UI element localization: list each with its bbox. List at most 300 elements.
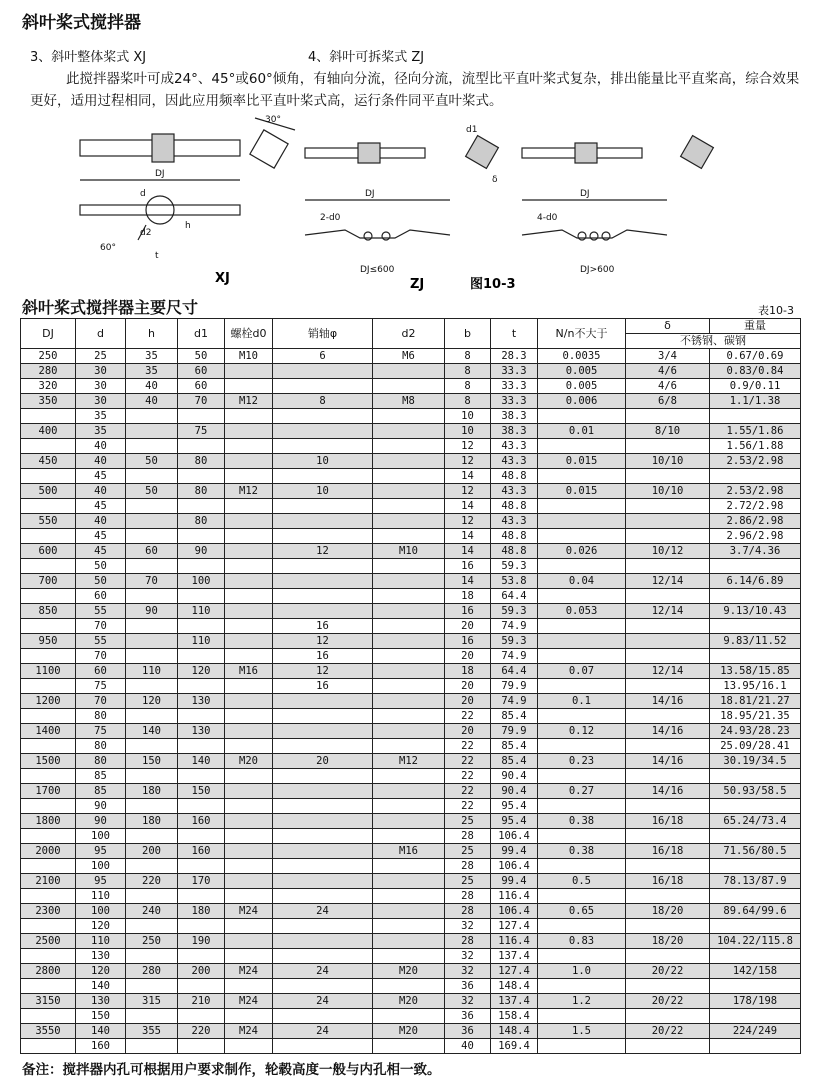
table-cell xyxy=(225,814,273,829)
table-cell: 12/14 xyxy=(626,604,710,619)
table-row xyxy=(21,409,801,424)
table-row xyxy=(21,904,801,919)
table-cell xyxy=(273,889,373,904)
footnote: 备注：搅拌器内孔可根据用户要求制作，轮毂高度一般与内孔相一致。 xyxy=(22,1062,441,1078)
table-cell xyxy=(273,919,373,934)
table-cell: 30 xyxy=(76,364,126,379)
table-cell xyxy=(178,619,225,634)
table-cell: M12 xyxy=(225,484,273,499)
table-cell: 71.56/80.5 xyxy=(710,844,801,859)
fig-dj-zj1: DJ xyxy=(365,189,375,199)
table-cell: 14 xyxy=(445,544,491,559)
table-cell: 85.4 xyxy=(491,739,538,754)
table-cell xyxy=(178,589,225,604)
table-cell: 0.01 xyxy=(538,424,626,439)
table-cell: 50 xyxy=(126,454,178,469)
table-cell xyxy=(21,589,76,604)
table-cell xyxy=(225,559,273,574)
table-row xyxy=(21,739,801,754)
table-cell: 0.23 xyxy=(538,754,626,769)
table-cell xyxy=(273,829,373,844)
table-cell: 110 xyxy=(76,889,126,904)
table-cell: 0.07 xyxy=(538,664,626,679)
table-cell: 400 xyxy=(21,424,76,439)
table-row xyxy=(21,649,801,664)
table-cell: 0.1 xyxy=(538,694,626,709)
table-cell xyxy=(273,469,373,484)
table-cell xyxy=(178,859,225,874)
table-cell: 0.053 xyxy=(538,604,626,619)
table-cell xyxy=(225,424,273,439)
table-cell: 140 xyxy=(178,754,225,769)
table-cell xyxy=(225,499,273,514)
col-d2: d2 xyxy=(373,319,445,349)
table-cell xyxy=(373,649,445,664)
table-cell: 16 xyxy=(445,634,491,649)
table-cell: 1.2 xyxy=(538,994,626,1009)
table-cell: 60 xyxy=(76,664,126,679)
table-cell: 53.8 xyxy=(491,574,538,589)
table-cell xyxy=(626,739,710,754)
table-cell xyxy=(273,409,373,424)
table-cell xyxy=(126,709,178,724)
table-cell xyxy=(21,739,76,754)
table-cell: 0.006 xyxy=(538,394,626,409)
table-cell xyxy=(710,619,801,634)
table-cell xyxy=(126,529,178,544)
table-cell xyxy=(178,949,225,964)
table-cell: 33.3 xyxy=(491,364,538,379)
table-cell: 90 xyxy=(76,799,126,814)
table-row xyxy=(21,874,801,889)
table-cell xyxy=(21,709,76,724)
table-cell xyxy=(225,604,273,619)
table-cell xyxy=(273,604,373,619)
table-cell xyxy=(626,514,710,529)
table-cell: 95 xyxy=(76,844,126,859)
table-cell: 0.9/0.11 xyxy=(710,379,801,394)
table-cell xyxy=(626,409,710,424)
table-cell: 18/20 xyxy=(626,934,710,949)
table-cell xyxy=(538,859,626,874)
fig-t-label: t xyxy=(155,251,159,261)
table-cell xyxy=(626,469,710,484)
table-cell xyxy=(538,559,626,574)
col-weight: 重量 xyxy=(710,319,801,334)
table-cell xyxy=(273,439,373,454)
table-cell: 160 xyxy=(178,814,225,829)
table-cell xyxy=(626,919,710,934)
table-cell: 500 xyxy=(21,484,76,499)
table-cell: 35 xyxy=(76,424,126,439)
table-cell: 137.4 xyxy=(491,949,538,964)
table-row xyxy=(21,499,801,514)
table-row xyxy=(21,559,801,574)
table-cell xyxy=(225,694,273,709)
table-cell xyxy=(710,799,801,814)
table-cell xyxy=(710,409,801,424)
table-row xyxy=(21,859,801,874)
table-cell: 28 xyxy=(445,934,491,949)
table-cell xyxy=(273,589,373,604)
intro-paragraph: 此搅拌器桨叶可成24°、45°或60°倾角，有轴向分流，径向分流，流型比平直叶桨式复杂，排出能量比平直桨高，综合效果更好，适用过程相同，因此应用频率比平直叶桨式高，运行条件同平直叶桨式。 xyxy=(30,71,800,109)
table-cell xyxy=(225,784,273,799)
table-row xyxy=(21,664,801,679)
table-cell: M10 xyxy=(373,544,445,559)
table-row xyxy=(21,454,801,469)
table-cell: 22 xyxy=(445,784,491,799)
fig-caption: 图10-3 xyxy=(470,277,516,292)
table-row xyxy=(21,754,801,769)
table-cell xyxy=(126,889,178,904)
fig-delta-label: δ xyxy=(492,175,498,185)
table-cell xyxy=(225,634,273,649)
table-cell xyxy=(126,649,178,664)
table-cell: 64.4 xyxy=(491,589,538,604)
table-cell: 32 xyxy=(445,964,491,979)
subtitle-xj: 3、斜叶整体桨式 XJ xyxy=(30,50,147,65)
table-cell: 0.12 xyxy=(538,724,626,739)
table-cell xyxy=(225,799,273,814)
table-cell: 75 xyxy=(178,424,225,439)
table-cell: 140 xyxy=(76,979,126,994)
table-row xyxy=(21,889,801,904)
table-cell xyxy=(126,559,178,574)
table-cell: 110 xyxy=(178,604,225,619)
fig-dj-gt-label: DJ>600 xyxy=(580,265,615,275)
table-cell: 25.09/28.41 xyxy=(710,739,801,754)
table-cell: 106.4 xyxy=(491,829,538,844)
table-cell: 170 xyxy=(178,874,225,889)
table-cell xyxy=(21,649,76,664)
table-cell: 250 xyxy=(126,934,178,949)
table-cell xyxy=(178,469,225,484)
table-cell: 10 xyxy=(273,454,373,469)
table-cell xyxy=(178,1009,225,1024)
table-cell xyxy=(225,574,273,589)
table-cell xyxy=(273,559,373,574)
table-cell xyxy=(626,829,710,844)
table-cell xyxy=(21,979,76,994)
table-cell: 18.81/21.27 xyxy=(710,694,801,709)
table-cell xyxy=(126,1009,178,1024)
table-cell: 99.4 xyxy=(491,844,538,859)
table-cell xyxy=(373,604,445,619)
table-cell: 0.015 xyxy=(538,484,626,499)
table-cell xyxy=(538,469,626,484)
col-pin: 销轴φ xyxy=(273,319,373,349)
table-cell xyxy=(710,1039,801,1054)
table-cell: 25 xyxy=(445,844,491,859)
table-cell: 1.1/1.38 xyxy=(710,394,801,409)
table-cell xyxy=(178,799,225,814)
table-cell xyxy=(538,889,626,904)
table-cell: 148.4 xyxy=(491,1024,538,1039)
table-cell xyxy=(538,919,626,934)
table-cell: M24 xyxy=(225,964,273,979)
table-cell: 33.3 xyxy=(491,379,538,394)
table-row xyxy=(21,694,801,709)
table-cell: 95.4 xyxy=(491,799,538,814)
fig-label-zj: ZJ xyxy=(410,277,425,292)
table-cell: 48.8 xyxy=(491,529,538,544)
table-cell xyxy=(21,529,76,544)
table-cell: 0.005 xyxy=(538,379,626,394)
table-cell: 3/4 xyxy=(626,349,710,364)
table-cell: 13.95/16.1 xyxy=(710,679,801,694)
table-cell xyxy=(225,949,273,964)
table-cell xyxy=(225,619,273,634)
table-cell xyxy=(178,739,225,754)
table-cell xyxy=(225,454,273,469)
table-cell xyxy=(626,1009,710,1024)
table-cell: 85 xyxy=(76,784,126,799)
table-cell: 40 xyxy=(76,454,126,469)
table-cell: 74.9 xyxy=(491,694,538,709)
table-cell: 22 xyxy=(445,754,491,769)
table-cell: 80 xyxy=(178,454,225,469)
table-cell: 55 xyxy=(76,634,126,649)
table-cell xyxy=(126,979,178,994)
table-cell: 50 xyxy=(126,484,178,499)
table-row xyxy=(21,574,801,589)
table-cell: 4/6 xyxy=(626,364,710,379)
table-cell xyxy=(21,409,76,424)
table-row xyxy=(21,949,801,964)
col-h: h xyxy=(126,319,178,349)
table-cell xyxy=(21,919,76,934)
table-row xyxy=(21,829,801,844)
table-cell xyxy=(373,889,445,904)
table-cell: 40 xyxy=(76,439,126,454)
table-cell: 1700 xyxy=(21,784,76,799)
table-cell: 45 xyxy=(76,544,126,559)
table-cell xyxy=(126,799,178,814)
fig-h-label: h xyxy=(185,221,191,231)
table-cell xyxy=(273,859,373,874)
table-cell xyxy=(538,499,626,514)
table-cell: 50 xyxy=(178,349,225,364)
table-cell xyxy=(273,844,373,859)
table-cell: 200 xyxy=(178,964,225,979)
col-delta: δ xyxy=(626,319,710,334)
table-cell: 16 xyxy=(273,619,373,634)
table-cell: 43.3 xyxy=(491,514,538,529)
table-cell: 80 xyxy=(76,739,126,754)
table-cell xyxy=(273,514,373,529)
table-cell xyxy=(21,799,76,814)
table-cell: 32 xyxy=(445,994,491,1009)
table-cell xyxy=(710,979,801,994)
table-cell xyxy=(538,634,626,649)
table-cell: 130 xyxy=(76,949,126,964)
table-row xyxy=(21,469,801,484)
table-cell: 25 xyxy=(76,349,126,364)
table-cell xyxy=(273,784,373,799)
table-cell xyxy=(373,679,445,694)
table-row xyxy=(21,529,801,544)
table-cell: 6/8 xyxy=(626,394,710,409)
table-cell: 22 xyxy=(445,739,491,754)
table-row xyxy=(21,1024,801,1039)
table-cell xyxy=(273,814,373,829)
table-cell: 36 xyxy=(445,979,491,994)
table-cell: M8 xyxy=(373,394,445,409)
table-cell xyxy=(373,379,445,394)
table-cell: 32 xyxy=(445,919,491,934)
table-cell xyxy=(538,949,626,964)
table-cell xyxy=(21,559,76,574)
table-cell: 18 xyxy=(445,589,491,604)
table-cell xyxy=(373,784,445,799)
table-cell xyxy=(626,634,710,649)
table-cell xyxy=(273,694,373,709)
table-cell: 8 xyxy=(445,394,491,409)
table-cell: 160 xyxy=(178,844,225,859)
col-d: d xyxy=(76,319,126,349)
table-cell: 28 xyxy=(445,829,491,844)
table-cell: 43.3 xyxy=(491,454,538,469)
table-cell: 16 xyxy=(445,604,491,619)
table-cell: 12 xyxy=(445,454,491,469)
table-cell: 10 xyxy=(445,424,491,439)
table-cell: 12 xyxy=(273,634,373,649)
table-cell xyxy=(178,829,225,844)
table-cell xyxy=(273,529,373,544)
table-cell: 0.04 xyxy=(538,574,626,589)
table-cell: 50.93/58.5 xyxy=(710,784,801,799)
table-cell: 60 xyxy=(76,589,126,604)
table-cell: 2.53/2.98 xyxy=(710,484,801,499)
table-cell xyxy=(225,514,273,529)
table-cell: 169.4 xyxy=(491,1039,538,1054)
table-cell xyxy=(178,709,225,724)
table-cell: 25 xyxy=(445,874,491,889)
table-cell: M20 xyxy=(225,754,273,769)
table-cell xyxy=(225,934,273,949)
table-cell xyxy=(21,889,76,904)
table-cell: 22 xyxy=(445,799,491,814)
fig-angle-label: 30° xyxy=(265,115,281,125)
table-cell: 40 xyxy=(126,394,178,409)
table-cell xyxy=(373,469,445,484)
table-cell xyxy=(273,799,373,814)
table-cell: 80 xyxy=(178,514,225,529)
table-cell xyxy=(225,859,273,874)
table-cell xyxy=(273,874,373,889)
table-cell: 14/16 xyxy=(626,754,710,769)
table-cell: 130 xyxy=(76,994,126,1009)
col-weight-sub: 不锈钢、碳钢 xyxy=(626,334,801,349)
table-cell: 16/18 xyxy=(626,814,710,829)
table-cell: M6 xyxy=(373,349,445,364)
table-cell: M20 xyxy=(373,994,445,1009)
table-row xyxy=(21,484,801,499)
table-cell: 280 xyxy=(126,964,178,979)
table-row xyxy=(21,1009,801,1024)
table-cell: 38.3 xyxy=(491,424,538,439)
table-cell xyxy=(538,709,626,724)
table-cell xyxy=(126,859,178,874)
table-cell: 30 xyxy=(76,394,126,409)
table-cell: 160 xyxy=(76,1039,126,1054)
table-cell: 20/22 xyxy=(626,964,710,979)
table-cell: 180 xyxy=(126,814,178,829)
table-cell: 28 xyxy=(445,889,491,904)
table-cell xyxy=(273,949,373,964)
table-cell: 79.9 xyxy=(491,679,538,694)
table-cell xyxy=(626,499,710,514)
table-cell xyxy=(126,499,178,514)
table-cell xyxy=(273,424,373,439)
table-cell xyxy=(225,844,273,859)
table-cell xyxy=(626,439,710,454)
table-cell xyxy=(21,769,76,784)
table-cell xyxy=(225,919,273,934)
table-cell: 35 xyxy=(126,349,178,364)
table-cell xyxy=(273,979,373,994)
table-cell: 12 xyxy=(445,514,491,529)
fig-dj-zj2: DJ xyxy=(580,189,590,199)
table-cell xyxy=(538,409,626,424)
table-cell: 60 xyxy=(126,544,178,559)
table-cell xyxy=(710,889,801,904)
table-cell xyxy=(710,949,801,964)
table-cell xyxy=(225,364,273,379)
table-cell xyxy=(373,979,445,994)
table-cell: 190 xyxy=(178,934,225,949)
table-cell: 1100 xyxy=(21,664,76,679)
table-cell: 14/16 xyxy=(626,694,710,709)
table-cell: 20 xyxy=(445,694,491,709)
table-cell: 200 xyxy=(126,844,178,859)
table-row xyxy=(21,769,801,784)
table-cell: 9.13/10.43 xyxy=(710,604,801,619)
table-cell: 350 xyxy=(21,394,76,409)
table-cell: 2.53/2.98 xyxy=(710,454,801,469)
table-cell: 320 xyxy=(21,379,76,394)
agitator-drawing-figure xyxy=(60,110,820,300)
table-cell xyxy=(273,1039,373,1054)
table-cell xyxy=(626,709,710,724)
table-cell xyxy=(225,649,273,664)
table-cell: 224/249 xyxy=(710,1024,801,1039)
table-cell: 104.22/115.8 xyxy=(710,934,801,949)
fig-dj-label: DJ xyxy=(155,169,165,179)
table-number: 表10-3 xyxy=(758,304,794,317)
table-row xyxy=(21,589,801,604)
table-cell xyxy=(178,1039,225,1054)
table-cell: 315 xyxy=(126,994,178,1009)
table-cell xyxy=(710,769,801,784)
table-cell: 59.3 xyxy=(491,634,538,649)
table-cell: 78.13/87.9 xyxy=(710,874,801,889)
table-cell: 280 xyxy=(21,364,76,379)
table-cell: 70 xyxy=(76,694,126,709)
table-cell: 14 xyxy=(445,529,491,544)
table-cell: 20 xyxy=(445,724,491,739)
table-cell: 0.67/0.69 xyxy=(710,349,801,364)
table-cell: 20/22 xyxy=(626,1024,710,1039)
table-cell: 16/18 xyxy=(626,874,710,889)
fig-4d0-label: 4-d0 xyxy=(537,213,558,223)
table-cell: 100 xyxy=(76,829,126,844)
table-cell xyxy=(273,499,373,514)
table-cell: 210 xyxy=(178,994,225,1009)
table-cell xyxy=(273,364,373,379)
table-cell xyxy=(710,589,801,604)
table-cell xyxy=(225,439,273,454)
